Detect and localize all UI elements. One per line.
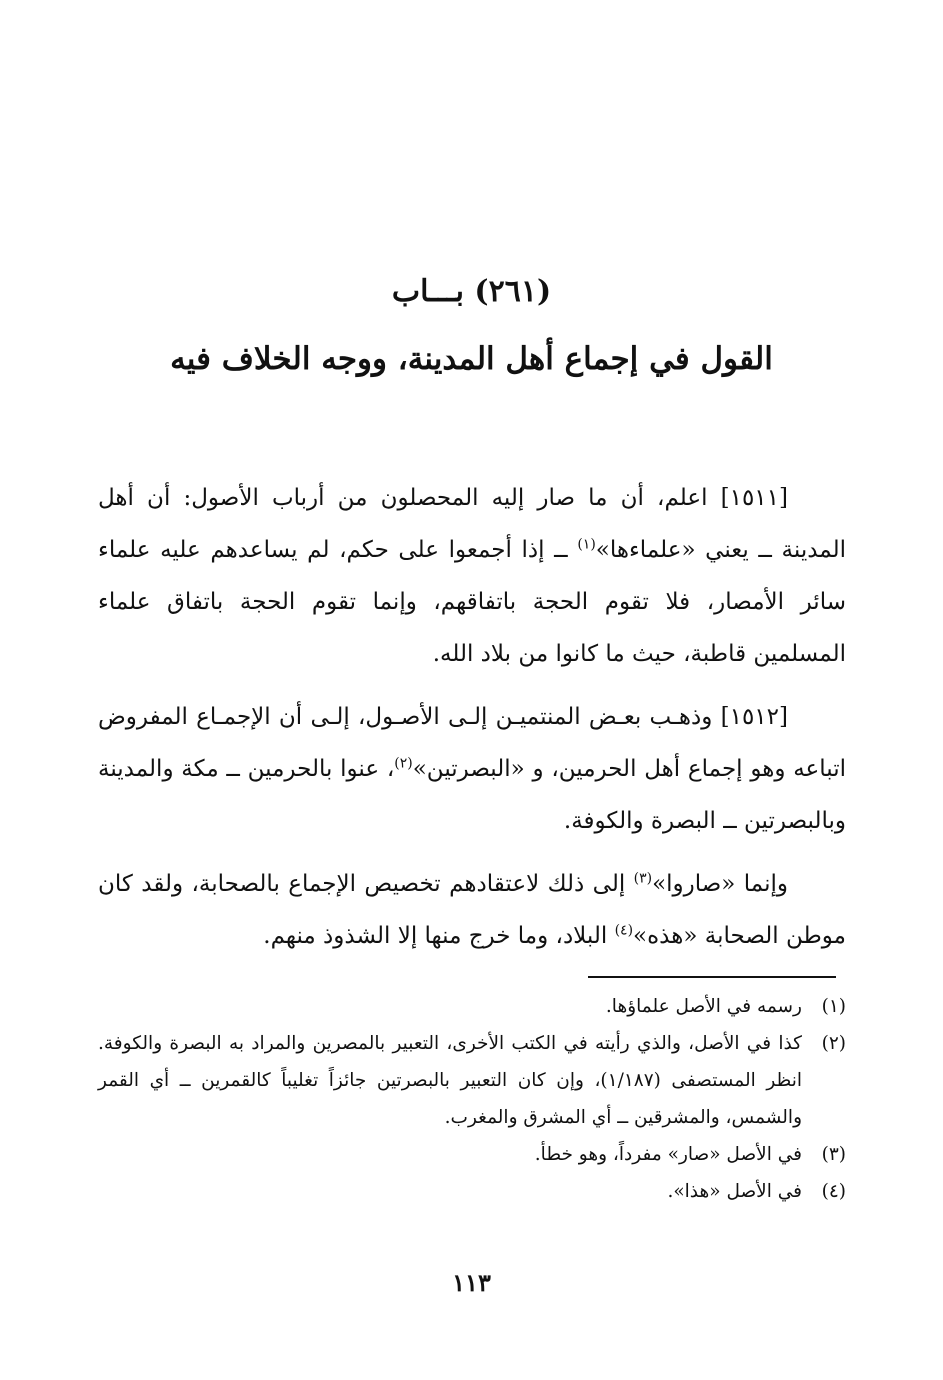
footnote-3 [98, 1136, 846, 1173]
footnote-2 [98, 1025, 846, 1136]
chapter-title: القول في إجماع أهل المدينة، ووجه الخلاف فيه [170, 341, 773, 377]
paragraph-number: [١٥١٢] [720, 704, 788, 730]
paragraph-text: إلى ذلك لاعتقادهم تخصيص الإجماع بالصحابة، ولقد كان موطن الصحابة «هذه» [98, 871, 846, 949]
paragraph-text: وإنما «صاروا» [652, 871, 788, 897]
footnote-number: (٣) [821, 1144, 846, 1165]
footnote-1 [98, 988, 846, 1025]
paragraph-text: ، عنوا بالحرمين ــ مكة والمدينة وبالبصرتين ــ البصرة والكوفة. [98, 756, 846, 834]
paragraph-1512 [98, 691, 846, 847]
footnote-marker: (١) [577, 536, 596, 553]
footnote-separator [588, 976, 836, 978]
main-text [98, 472, 846, 973]
paragraph-text: اعلم، أن ما صار إليه المحصلون من أرباب الأصول: أن أهل المدينة ــ يعني «علماءها» [98, 485, 846, 563]
paragraph-number: [١٥١١] [720, 485, 788, 511]
footnote-text: في الأصل «صار» مفرداً، وهو خطأ. [534, 1144, 802, 1165]
footnotes [98, 988, 846, 1210]
paragraph-text: وذهـب بعـض المنتميـن إلـى الأصـول، إلـى أن الإجمـاع المفروض اتباعه وهو إجماع أهل الحرمين، و «البصرتين» [98, 704, 846, 782]
footnote-marker: (٤) [614, 922, 634, 939]
footnote-text: رسمه في الأصل علماؤها. [605, 996, 802, 1017]
paragraph-continuation [98, 858, 846, 962]
footnote-marker: (٢) [394, 755, 413, 772]
footnote-text: في الأصل «هذا». [667, 1181, 802, 1202]
paragraph-text: ــ إذا أجمعوا على حكم، لم يساعدهم عليه علماء سائر الأمصار، فلا تقوم الحجة باتفاقهم، وإنما تقوم الحجة باتفاق علماء المسلمين قاطبة، حيث ما كانوا من بلاد الله. [98, 537, 846, 667]
footnote-number: (٤) [821, 1181, 846, 1202]
paragraph-1511 [98, 472, 846, 680]
footnote-4 [98, 1173, 846, 1210]
footnote-text: كذا في الأصل، والذي رأيته في الكتب الأخرى، التعبير بالمصرين والمراد به البصرة والكوفة. انظر المستصفى (١/١٨٧)، وإن كان التعبير بالبصرتين جائزاً تغليباً كالقمرين ــ أي القمر والشمس، والمشرقين ــ أي المشرق والمغرب. [98, 1033, 802, 1128]
footnote-marker: (٣) [633, 870, 653, 887]
page-number: ١١٣ [452, 1268, 491, 1297]
footnote-number: (٢) [821, 1033, 846, 1054]
paragraph-text: البلاد، وما خرج منها إلا الشذوذ منهم. [263, 923, 615, 949]
footnote-number: (١) [821, 996, 846, 1017]
chapter-heading: (٢٦١) بـــاب [391, 274, 552, 309]
